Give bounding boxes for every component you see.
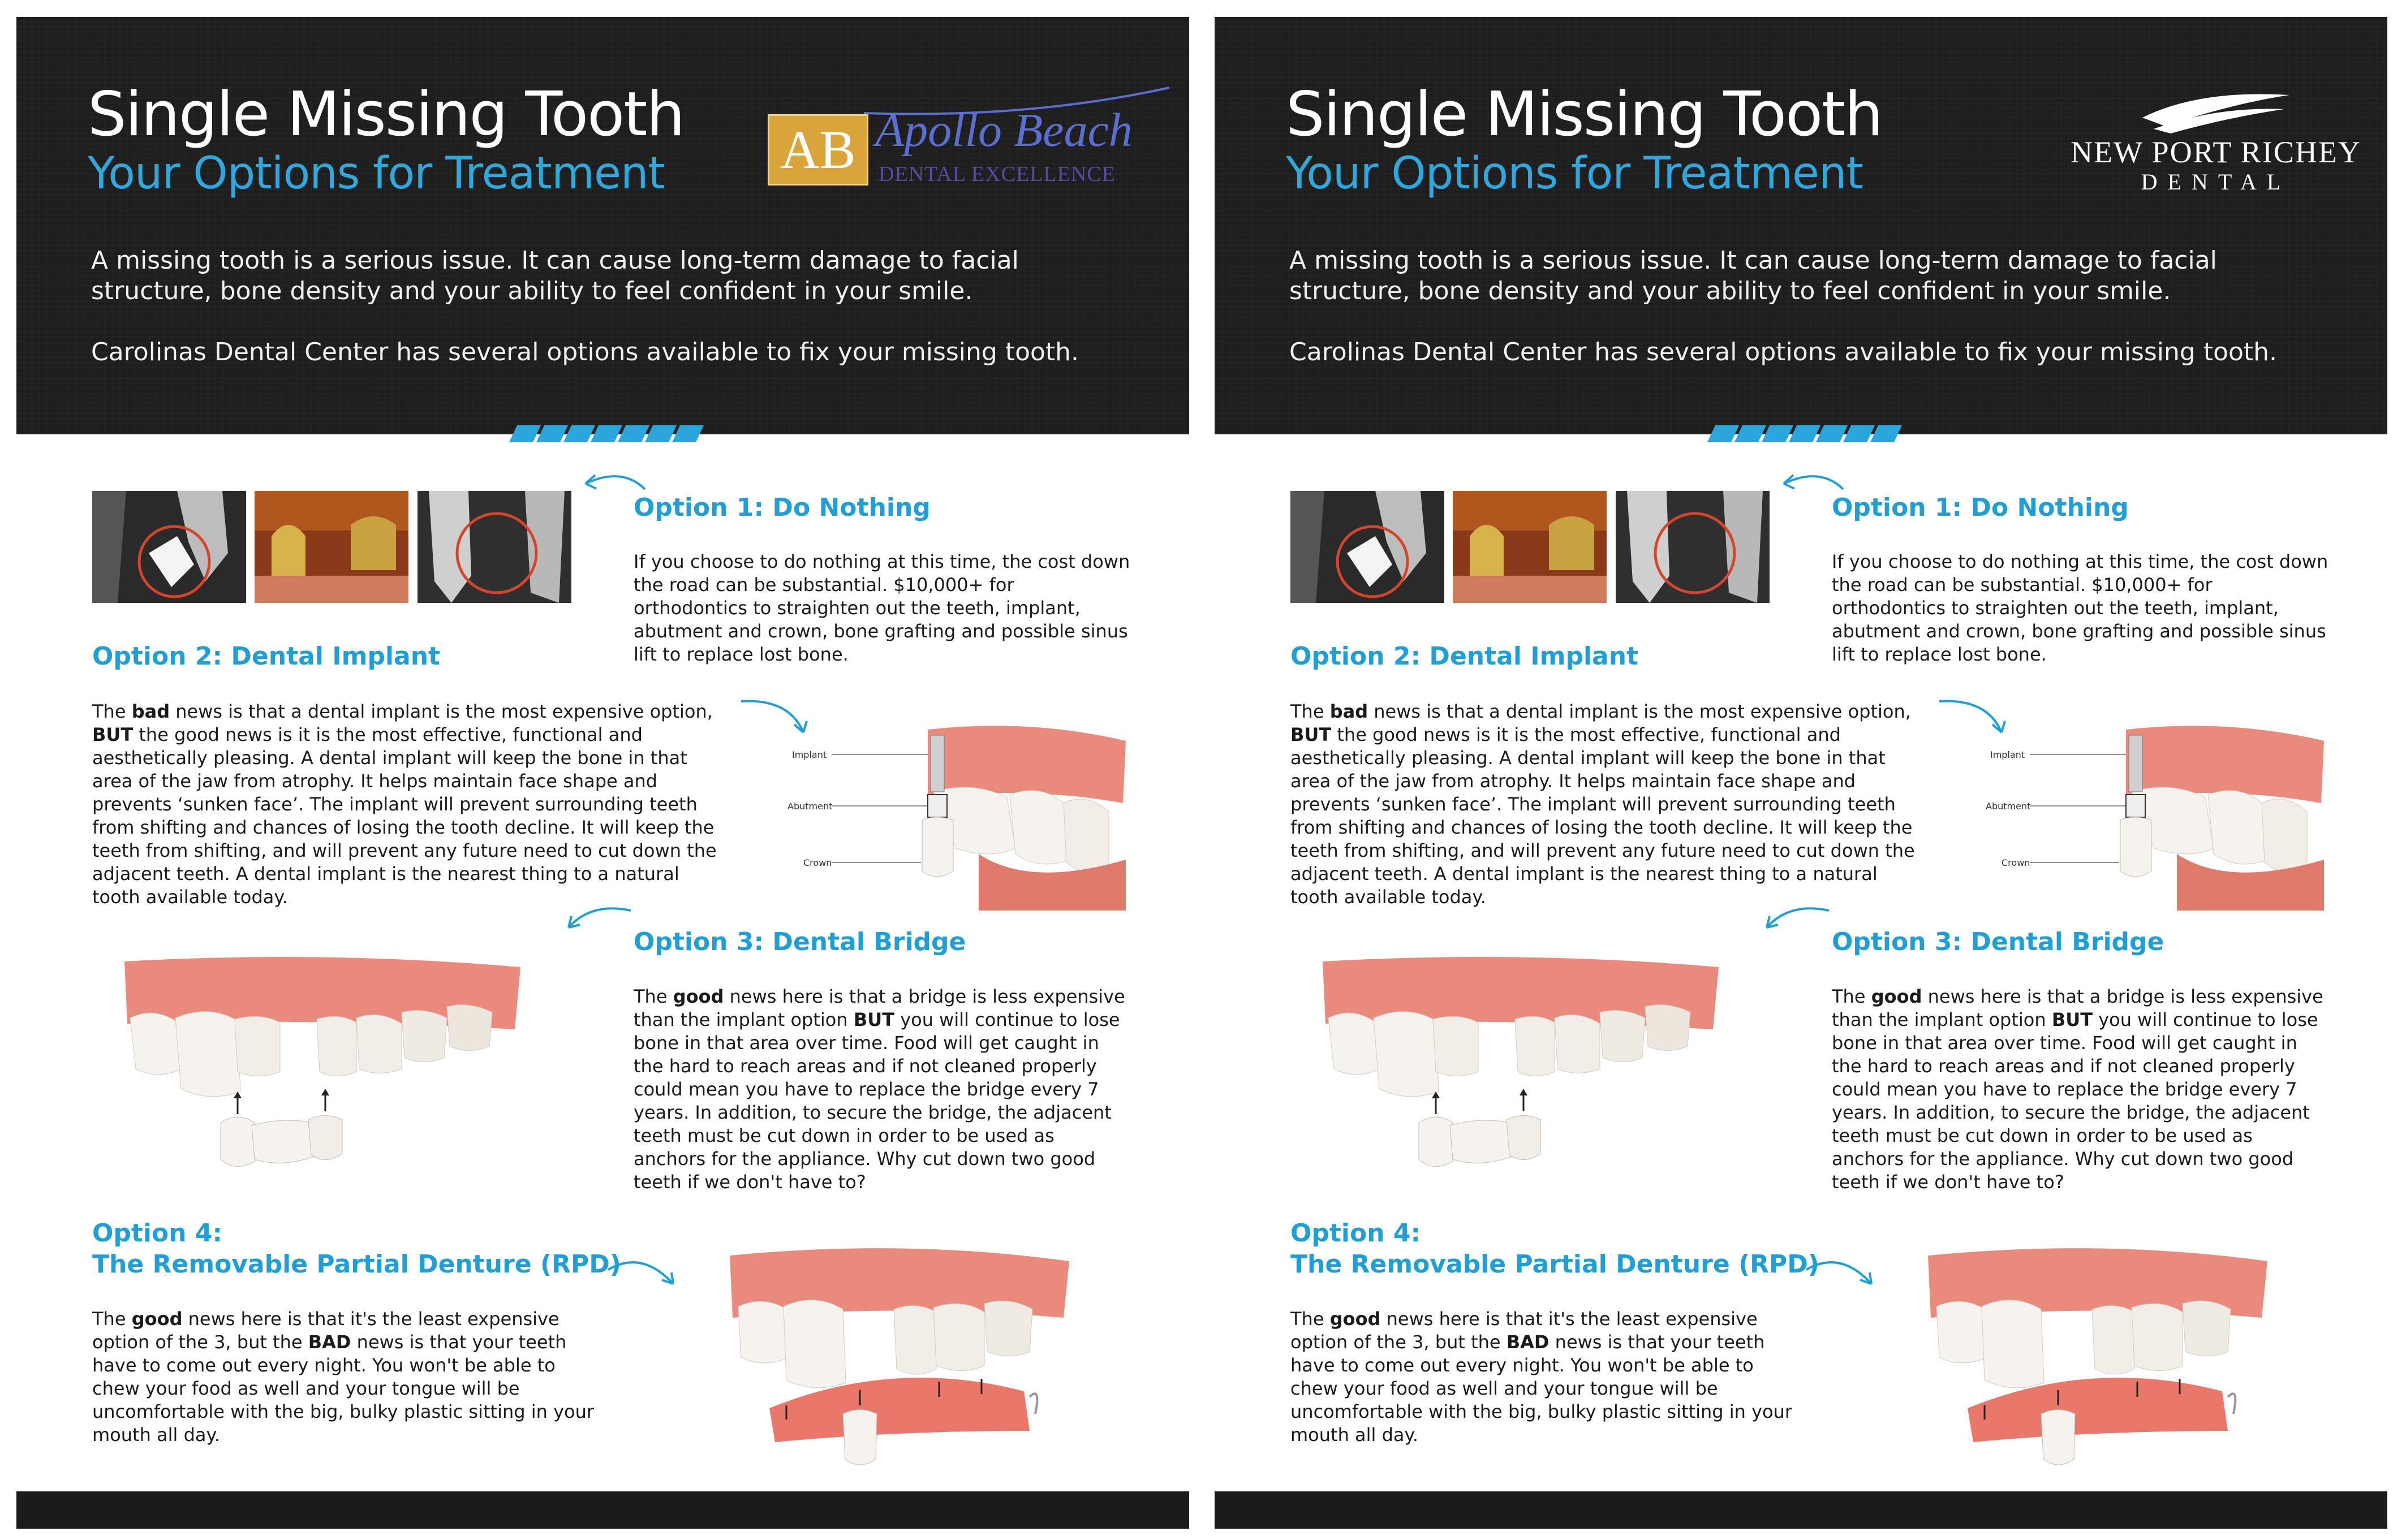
- logo-tagline: DENTAL: [2141, 169, 2291, 195]
- flyer-new-port-richey: [1198, 0, 2387, 1540]
- page-title: Single Missing Tooth: [1286, 79, 1882, 150]
- label-implant: Implant: [1990, 749, 2025, 760]
- rpd-diagram: [724, 1244, 1075, 1470]
- option2-body: The bad news is that a dental implant is the most expensive option, BUT the good news is it is the most effective, functional and aesthetically pleasing. A dental implant will keep the bone in that area of the jaw from atrophy. It helps maintain face shape and prevents ‘sunken face’. The implant will prevent surrounding teeth from shifting and chances of losing the tooth decline. It will keep the teeth from shifting, and will prevent any future need to cut down the adjacent teeth. A dental implant is the nearest thing to a natural tooth available today.: [92, 701, 717, 908]
- option3-heading: Option 3: Dental Bridge: [1832, 928, 2164, 956]
- curved-arrow-icon: [1755, 902, 1835, 936]
- option1-body: If you choose to do nothing at this time, the cost down the road can be substantial. $10,000+ for orthodontics to straighten out the teeth, implant, abutment and crown, bone grafting and possible sinus lift to replace lost bone.: [634, 551, 1130, 665]
- option4-heading-line1: Option 4:: [1290, 1219, 1421, 1248]
- implant-diagram: [1986, 718, 2330, 911]
- mouth-photo-thumbnail: [255, 491, 408, 603]
- option4-body: The good news here is that it's the least expensive option of the 3, but the BAD news is that your teeth have to come out every night. You won't be able to chew your food as well and your tongue will be uncomfortable with the big, bulky plastic sitting in your mouth all day.: [1290, 1308, 1793, 1446]
- label-crown: Crown: [2002, 857, 2030, 868]
- option4-heading-line2: The Removable Partial Denture (RPD): [1290, 1250, 1819, 1279]
- option4-body: The good news here is that it's the least expensive option of the 3, but the BAD news is that your teeth have to come out every night. You won't be able to chew your food as well and your tongue will be uncomfortable with the big, bulky plastic sitting in your mouth all day.: [92, 1308, 595, 1446]
- curved-arrow-icon: [557, 902, 636, 936]
- logo-swoosh-icon: [858, 85, 1175, 119]
- logo-name: NEW PORT RICHEY: [2071, 135, 2361, 169]
- logo-tagline: DENTAL EXCELLENCE: [879, 162, 1116, 186]
- option2-heading: Option 2: Dental Implant: [1290, 642, 1639, 671]
- curved-arrow-icon: [1801, 1253, 1880, 1292]
- footer-bar: [16, 1491, 1189, 1529]
- option1-heading: Option 1: Do Nothing: [634, 493, 931, 522]
- accent-stripe: [509, 425, 704, 442]
- option4-heading-line1: Option 4:: [92, 1219, 223, 1248]
- intro-text: A missing tooth is a serious issue. It can cause long-term damage to facial structure, bone density and your ability to feel confident in your smile.: [1289, 246, 2217, 305]
- logo-wave-icon: [2131, 84, 2301, 135]
- option4-heading-line2: The Removable Partial Denture (RPD): [92, 1250, 621, 1279]
- curved-arrow-icon: [1775, 464, 1849, 498]
- intro-text: A missing tooth is a serious issue. It can cause long-term damage to facial structure, bone density and your ability to feel confident in your smile.: [91, 246, 1019, 305]
- label-abutment: Abutment: [787, 801, 833, 812]
- option3-body: The good news here is that a bridge is less expensive than the implant option BUT you will continue to lose bone in that area over time. Food will get caught in the hard to reach areas and if not cleaned properly could mean you have to replace the bridge every 7 years. In addition, to secure the bridge, the adjacent teeth must be cut down in order to be used as anchors for the appliance. Why cut down two good teeth if we don't have to?: [634, 986, 1125, 1193]
- option1-heading: Option 1: Do Nothing: [1832, 493, 2129, 522]
- rpd-diagram: [1922, 1244, 2273, 1470]
- page-subtitle: Your Options for Treatment: [88, 148, 665, 199]
- flyer-apollo-beach: [0, 0, 1189, 1540]
- accent-stripe: [1707, 425, 1902, 442]
- mouth-photo-thumbnail: [1453, 491, 1607, 603]
- apollo-beach-logo: [768, 85, 1164, 198]
- option2-body: The bad news is that a dental implant is the most expensive option, BUT the good news is it is the most effective, functional and aesthetically pleasing. A dental implant will keep the bone in that area of the jaw from atrophy. It helps maintain face shape and prevents ‘sunken face’. The implant will prevent surrounding teeth from shifting and chances of losing the tooth decline. It will keep the teeth from shifting, and will prevent any future need to cut down the adjacent teeth. A dental implant is the nearest thing to a natural tooth available today.: [1290, 701, 1915, 908]
- implant-diagram: [787, 718, 1131, 911]
- bridge-diagram: [119, 956, 526, 1182]
- option1-body: If you choose to do nothing at this time, the cost down the road can be substantial. $10,000+ for orthodontics to straighten out the teeth, implant, abutment and crown, bone grafting and possible sinus lift to replace lost bone.: [1832, 551, 2328, 665]
- logo-monogram: AB: [768, 114, 868, 186]
- header-banner: [16, 17, 1189, 434]
- page-subtitle: Your Options for Treatment: [1286, 148, 1863, 199]
- logo-name: Apollo Beach: [875, 104, 1133, 157]
- label-implant: Implant: [792, 749, 827, 760]
- xray-thumbnail-1: [92, 491, 246, 603]
- header-banner: [1215, 17, 2387, 434]
- bridge-diagram: [1317, 956, 1724, 1182]
- option3-body: The good news here is that a bridge is less expensive than the implant option BUT you will continue to lose bone in that area over time. Food will get caught in the hard to reach areas and if not cleaned properly could mean you have to replace the bridge every 7 years. In addition, to secure the bridge, the adjacent teeth must be cut down in order to be used as anchors for the appliance. Why cut down two good teeth if we don't have to?: [1832, 986, 2323, 1193]
- option2-heading: Option 2: Dental Implant: [92, 642, 441, 671]
- xray-thumbnail-2: [1616, 491, 1770, 603]
- curved-arrow-icon: [577, 464, 651, 498]
- option3-heading: Option 3: Dental Bridge: [634, 928, 966, 956]
- label-crown: Crown: [803, 857, 832, 868]
- intro-text-2: Carolinas Dental Center has several options available to fix your missing tooth.: [91, 338, 1079, 366]
- curved-arrow-icon: [602, 1253, 682, 1292]
- page-title: Single Missing Tooth: [88, 79, 684, 150]
- new-port-richey-logo: [2063, 84, 2369, 202]
- footer-bar: [1215, 1491, 2387, 1529]
- label-abutment: Abutment: [1986, 801, 2031, 812]
- xray-thumbnail-1: [1290, 491, 1444, 603]
- xray-thumbnail-2: [418, 491, 571, 603]
- intro-text-2: Carolinas Dental Center has several options available to fix your missing tooth.: [1289, 338, 2278, 366]
